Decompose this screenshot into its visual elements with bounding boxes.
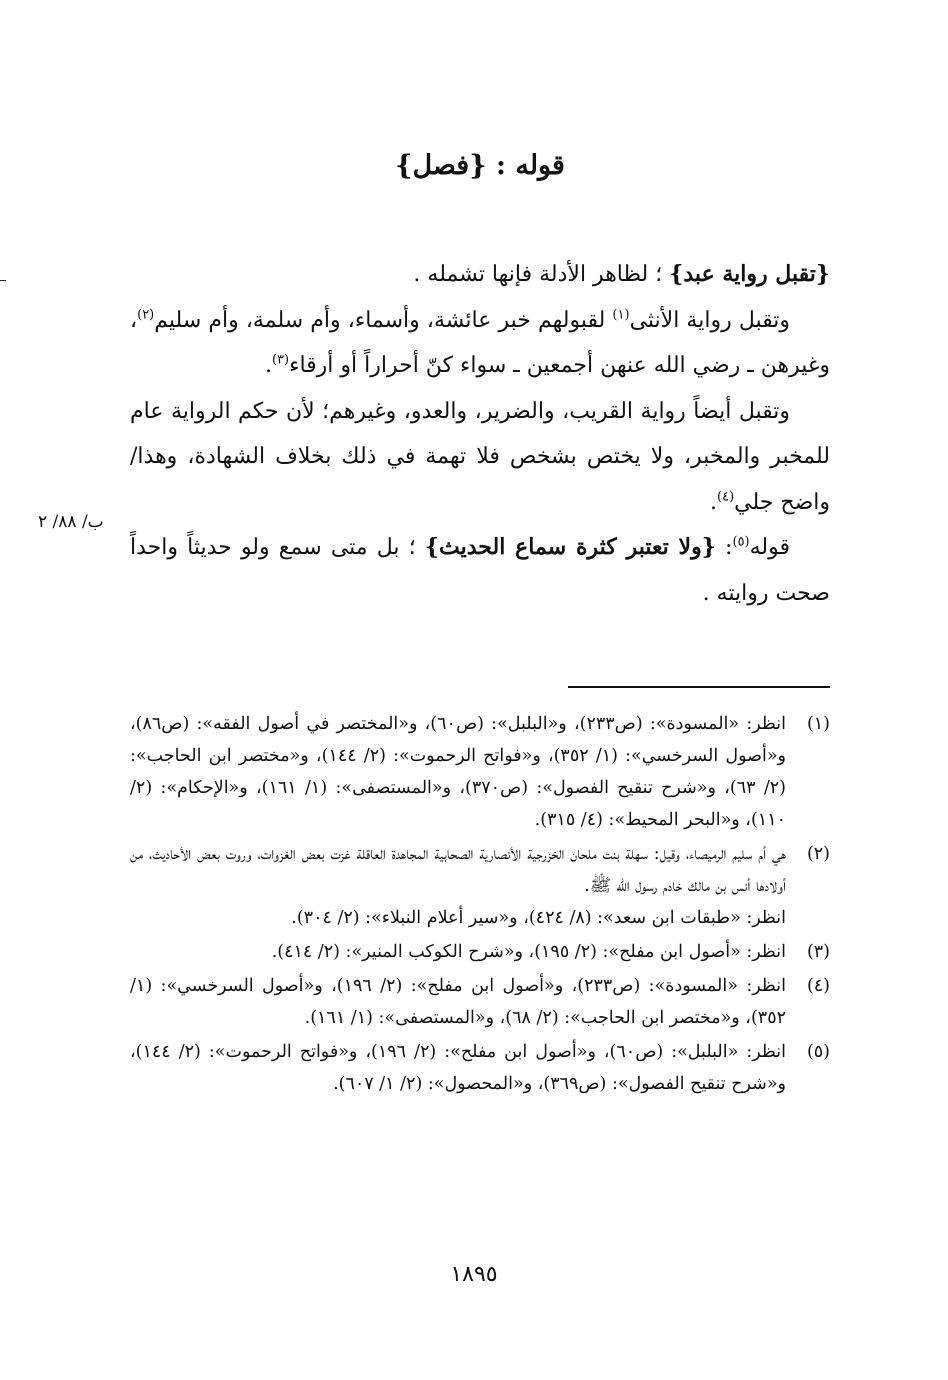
paragraph-4-text-b: : xyxy=(715,535,733,560)
manuscript-folio-ref: ب/ ٨٨/ ٢ xyxy=(38,512,104,532)
paragraph-2 xyxy=(130,298,830,389)
footnote-number: (٣) xyxy=(806,942,830,962)
paragraph-2-text-d: . xyxy=(264,353,272,378)
page-edge-mark xyxy=(0,280,6,281)
footnote-text: انظر: «أصول ابن مفلح»: (٢/ ١٩٥)، و«شرح الكوكب المنير»: (٢/ ٤١٤). xyxy=(271,942,786,962)
footnote-number: (٤) xyxy=(806,976,830,996)
paragraph-4-text-a: قوله xyxy=(749,535,791,560)
quoted-matn-1: {تقبل رواية عبد} xyxy=(669,261,830,287)
footnote-text: هي أم سليم الرميصاء، وقيل: سهلة بنت ملحان الخزرجية الأنصارية الصحابية المجاهدة العاقلة غزت بعض الغزوات، وروت بعض الأحاديث، من أولادها أنس بن مالك خادم رسول الله ﷺ. xyxy=(130,844,786,896)
footnote-4 xyxy=(130,970,830,1034)
paragraph-2-text-b: لقبولهم خبر عائشة، وأسماء، وأم سلمة، وأم سليم xyxy=(154,307,613,333)
quoted-matn-2: {ولا تعتبر كثرة سماع الحديث} xyxy=(424,534,716,560)
section-title: قوله : {فصل} xyxy=(395,150,565,181)
footnote-text: انظر: «البلبل»: (ص٦٠)، و«أصول ابن مفلح»: (٢/ ١٩٦)، و«فواتح الرحموت»: (٢/ ١٤٤)، و«شرح تنقيح الفصول»: (ص٣٦٩)، و«المحصول»: (٢/ ١/ ٦٠٧). xyxy=(130,1042,786,1094)
footnote-number: (٥) xyxy=(806,1042,830,1062)
paragraph-1-text: ؛ لظاهر الأدلة فإنها تشمله . xyxy=(413,262,670,287)
paragraph-4 xyxy=(130,525,830,616)
footnote-text-continued: انظر: «طبقات ابن سعد»: (٨/ ٤٢٤)، و«سير أعلام النبلاء»: (٢/ ٣٠٤). xyxy=(291,908,786,928)
main-text xyxy=(130,252,830,616)
footnote-ref-3[interactable]: (٣) xyxy=(271,352,290,368)
footnote-ref-1[interactable]: (١) xyxy=(612,307,630,323)
paragraph-3 xyxy=(130,389,830,526)
footnotes xyxy=(130,708,830,1102)
paragraph-2-text-a: وتقبل رواية الأنثى xyxy=(629,307,791,333)
footnote-3 xyxy=(130,936,830,968)
footnote-5 xyxy=(130,1036,830,1100)
paragraph-3-text-a: وتقبل أيضاً رواية القريب، والضرير، والعدو، وغيرهم؛ لأن حكم الرواية عام للمخبر والمخبر، ولا يختص بشخص فلا تهمة في ذلك بخلاف الشهادة، وهذا/ واضح جلي xyxy=(130,398,830,515)
page-number: ١٨٩٥ xyxy=(450,1262,498,1287)
paragraph-3-text-b: . xyxy=(710,489,718,515)
footnote-number: (١) xyxy=(806,714,830,734)
footnote-text: انظر: «المسودة»: (ص٢٣٣)، و«أصول ابن مفلح»: (٢/ ١٩٦)، و«أصول السرخسي»: (١/ ٣٥٢)، و«مختصر ابن الحاجب»: (٢/ ٦٨)، و«المستصفى»: (١/ ١٦١). xyxy=(130,976,786,1028)
footnote-text: انظر: «المسودة»: (ص٢٣٣)، و«البلبل»: (ص٦٠)، و«المختصر في أصول الفقه»: (ص٨٦)، و«أصول السرخسي»: (١/ ٣٥٢)، و«فواتح الرحموت»: (٢/ ١٤٤)، و«مختصر ابن الحاجب»: (٢/ ٦٣)، و«شرح تنقيح الفصول»: (ص٣٧٠)، و«المستصفى»: (١/ ١٦١)، و«الإحكام»: (٢/ ١١٠)، و«البحر المحيط»: (٤/ ٣١٥). xyxy=(130,714,786,830)
footnote-2 xyxy=(130,838,830,934)
footnote-number: (٢) xyxy=(806,844,830,864)
footnote-ref-5[interactable]: (٥) xyxy=(732,534,750,550)
paragraph-4-text-c: ؛ بل متى سمع ولو حديثاً واحداً صحت روايته . xyxy=(130,535,830,606)
footnote-separator xyxy=(568,686,830,688)
footnote-ref-4[interactable]: (٤) xyxy=(717,489,735,505)
footnote-1 xyxy=(130,708,830,836)
paragraph-1 xyxy=(130,252,830,298)
paragraph-2-text-c: ، وغيرهن ـ رضي الله عنهن أجمعين ـ سواء كنّ أحراراً أو أرقاء xyxy=(130,307,830,378)
footnote-ref-2[interactable]: (٢) xyxy=(137,307,155,323)
